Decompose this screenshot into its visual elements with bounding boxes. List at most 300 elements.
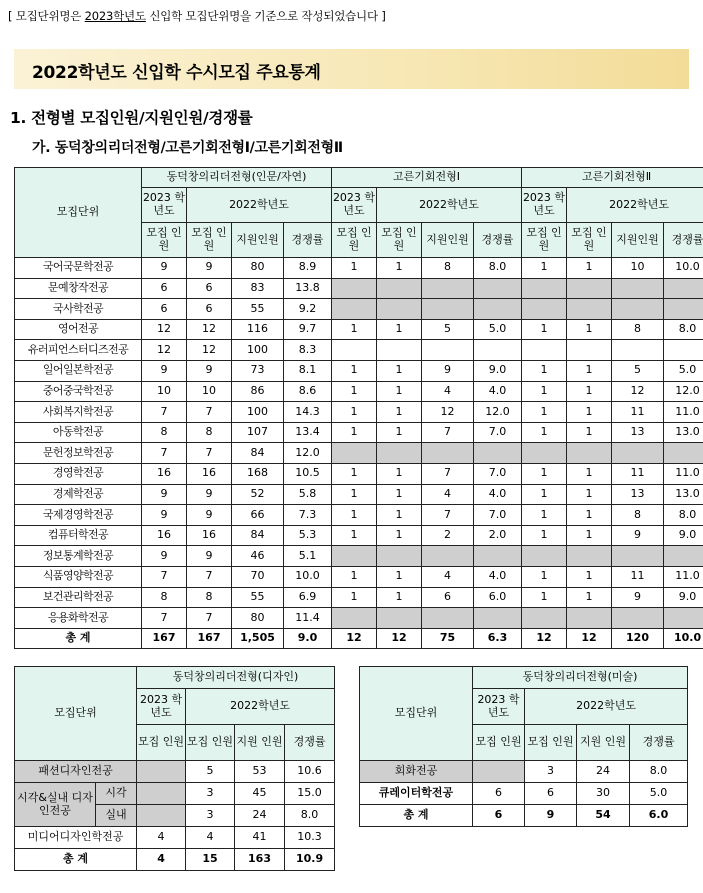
table-row bbox=[15, 566, 703, 587]
total-row bbox=[15, 628, 703, 649]
cell-recruit: 9 bbox=[187, 546, 232, 567]
total-rate: 6.3 bbox=[474, 628, 522, 649]
cell-rate: 5.3 bbox=[284, 525, 332, 546]
col-rate-header: 경쟁률 bbox=[664, 223, 703, 258]
cell-recruit: 1 bbox=[567, 463, 612, 484]
cell-rate: 12.0 bbox=[664, 381, 703, 402]
main-stats-table bbox=[14, 167, 703, 649]
cell-2023-recruit: 9 bbox=[142, 505, 187, 526]
cell-apply: 168 bbox=[232, 463, 284, 484]
cell-apply: 100 bbox=[232, 340, 284, 361]
cell-recruit: 6 bbox=[525, 783, 577, 805]
cell-2023-recruit: 1 bbox=[332, 319, 377, 340]
cell-recruit: 1 bbox=[377, 402, 422, 423]
cell-recruit: 12 bbox=[187, 340, 232, 361]
cell-rate: 5.8 bbox=[284, 484, 332, 505]
art-stats-body bbox=[360, 761, 688, 827]
empty-cell bbox=[377, 608, 422, 629]
cell-apply: 116 bbox=[232, 319, 284, 340]
cell-recruit: 9 bbox=[187, 360, 232, 381]
unit-name: 미디어디자인학전공 bbox=[15, 827, 137, 849]
cell-recruit: 1 bbox=[377, 319, 422, 340]
empty-cell bbox=[422, 546, 474, 567]
cell-recruit: 1 bbox=[567, 505, 612, 526]
empty-cell bbox=[422, 443, 474, 464]
art-stats-table bbox=[359, 666, 688, 827]
empty-cell bbox=[474, 443, 522, 464]
cell-2023-recruit: 1 bbox=[332, 422, 377, 443]
empty-cell bbox=[612, 443, 664, 464]
unit-name: 응용화학전공 bbox=[15, 608, 142, 629]
cell-2023-recruit: 9 bbox=[142, 360, 187, 381]
table-row bbox=[15, 761, 335, 783]
empty-cell bbox=[332, 608, 377, 629]
col-recruit-header: 모집 인원 bbox=[473, 725, 525, 761]
cell-recruit: 6 bbox=[187, 299, 232, 320]
design-stats-table bbox=[14, 666, 335, 871]
cell-rate: 9.7 bbox=[284, 319, 332, 340]
cell-rate: 15.0 bbox=[285, 783, 335, 805]
cell-recruit: 1 bbox=[567, 402, 612, 423]
cell-recruit: 1 bbox=[377, 566, 422, 587]
cell-2023-recruit: 1 bbox=[522, 381, 567, 402]
cell-recruit: 1 bbox=[567, 566, 612, 587]
empty-cell bbox=[522, 299, 567, 320]
empty-cell bbox=[664, 299, 703, 320]
cell-recruit: 1 bbox=[377, 463, 422, 484]
unit-name: 영어전공 bbox=[15, 319, 142, 340]
cell-2023-recruit: 6 bbox=[473, 783, 525, 805]
cell-rate: 10.6 bbox=[285, 761, 335, 783]
cell-recruit: 1 bbox=[567, 422, 612, 443]
cell-recruit: 7 bbox=[187, 566, 232, 587]
cell-2023-recruit: 16 bbox=[142, 525, 187, 546]
cell-rate: 11.0 bbox=[664, 463, 703, 484]
cell-2023-recruit: 1 bbox=[332, 258, 377, 279]
empty-cell bbox=[612, 608, 664, 629]
col-recruit-header: 모집 인원 bbox=[187, 223, 232, 258]
cell-recruit: 1 bbox=[377, 525, 422, 546]
section-heading: 1. 전형별 모집인원/지원인원/경쟁률 bbox=[10, 109, 253, 127]
table-row bbox=[360, 783, 688, 805]
cell-recruit: 8 bbox=[187, 587, 232, 608]
cell-rate: 13.0 bbox=[664, 422, 703, 443]
total-apply: 1,505 bbox=[232, 628, 284, 649]
cell-rate: 10.5 bbox=[284, 463, 332, 484]
unit-name: 문예창작전공 bbox=[15, 278, 142, 299]
cell-apply: 30 bbox=[577, 783, 630, 805]
total-row bbox=[360, 805, 688, 827]
total-2023-recruit: 12 bbox=[332, 628, 377, 649]
unit-name: 큐레이터학전공 bbox=[360, 783, 473, 805]
unit-group-name: 시각&실내 디자인전공 bbox=[15, 783, 96, 827]
notice-underlined: 2023학년도 bbox=[84, 9, 146, 23]
cell-apply: 24 bbox=[235, 805, 285, 827]
empty-cell bbox=[522, 278, 567, 299]
cell-rate: 12.0 bbox=[474, 402, 522, 423]
cell-recruit: 16 bbox=[187, 463, 232, 484]
col-recruit-header: 모집 인원 bbox=[186, 725, 235, 761]
empty-cell bbox=[332, 443, 377, 464]
cell-2023-recruit: 7 bbox=[142, 443, 187, 464]
cell-recruit: 5 bbox=[186, 761, 235, 783]
cell-rate: 8.1 bbox=[284, 360, 332, 381]
table-row bbox=[15, 258, 703, 279]
cell-rate: 10.0 bbox=[284, 566, 332, 587]
unit-name: 사회복지학전공 bbox=[15, 402, 142, 423]
year-2022-header: 2022학년도 bbox=[186, 689, 335, 725]
cell-2023-recruit: 7 bbox=[142, 566, 187, 587]
col-rate-header: 경쟁률 bbox=[474, 223, 522, 258]
cell-2023-recruit: 16 bbox=[142, 463, 187, 484]
unit-name: 보건관리학전공 bbox=[15, 587, 142, 608]
unit-name: 식품영양학전공 bbox=[15, 566, 142, 587]
cell-2023-recruit bbox=[137, 805, 186, 827]
empty-cell bbox=[664, 546, 703, 567]
cell-recruit bbox=[377, 340, 422, 361]
total-label: 총 계 bbox=[15, 628, 142, 649]
cell-apply: 55 bbox=[232, 299, 284, 320]
unit-name: 경제학전공 bbox=[15, 484, 142, 505]
year-2023-header: 2023 학년도 bbox=[142, 188, 187, 223]
cell-apply: 4 bbox=[422, 484, 474, 505]
cell-rate: 8.0 bbox=[664, 505, 703, 526]
cell-2023-recruit bbox=[522, 340, 567, 361]
cell-recruit: 1 bbox=[567, 525, 612, 546]
cell-2023-recruit: 1 bbox=[332, 463, 377, 484]
unit-sub-name: 시각 bbox=[96, 783, 137, 805]
cell-apply: 66 bbox=[232, 505, 284, 526]
cell-recruit: 1 bbox=[567, 319, 612, 340]
year-2023-header: 2023 학년도 bbox=[332, 188, 377, 223]
cell-recruit: 3 bbox=[186, 783, 235, 805]
total-apply: 75 bbox=[422, 628, 474, 649]
cell-rate: 11.4 bbox=[284, 608, 332, 629]
cell-rate: 13.8 bbox=[284, 278, 332, 299]
cell-apply: 52 bbox=[232, 484, 284, 505]
empty-cell bbox=[612, 278, 664, 299]
cell-apply: 7 bbox=[422, 505, 474, 526]
cell-2023-recruit: 9 bbox=[142, 546, 187, 567]
unit-name: 문헌정보학전공 bbox=[15, 443, 142, 464]
cell-rate: 14.3 bbox=[284, 402, 332, 423]
total-2023-recruit: 4 bbox=[137, 849, 186, 871]
notice-text bbox=[8, 8, 386, 24]
cell-apply bbox=[422, 340, 474, 361]
cell-rate: 5.1 bbox=[284, 546, 332, 567]
cell-2023-recruit: 8 bbox=[142, 587, 187, 608]
cell-recruit: 12 bbox=[187, 319, 232, 340]
table-row bbox=[15, 402, 703, 423]
cell-rate: 2.0 bbox=[474, 525, 522, 546]
cell-rate: 6.0 bbox=[474, 587, 522, 608]
cell-recruit: 7 bbox=[187, 608, 232, 629]
empty-cell bbox=[567, 299, 612, 320]
total-label: 총 계 bbox=[15, 849, 137, 871]
cell-2023-recruit bbox=[473, 761, 525, 783]
unit-name: 국제경영학전공 bbox=[15, 505, 142, 526]
cell-apply: 7 bbox=[422, 422, 474, 443]
cell-rate: 7.3 bbox=[284, 505, 332, 526]
cell-apply: 13 bbox=[612, 422, 664, 443]
unit-sub-name: 실내 bbox=[96, 805, 137, 827]
empty-cell bbox=[377, 443, 422, 464]
cell-rate: 10.3 bbox=[285, 827, 335, 849]
cell-2023-recruit: 1 bbox=[332, 505, 377, 526]
cell-rate: 5.0 bbox=[664, 360, 703, 381]
cell-recruit: 1 bbox=[377, 484, 422, 505]
cell-recruit: 1 bbox=[377, 505, 422, 526]
empty-cell bbox=[664, 443, 703, 464]
cell-2023-recruit bbox=[137, 761, 186, 783]
cell-apply: 11 bbox=[612, 402, 664, 423]
cell-recruit: 9 bbox=[187, 258, 232, 279]
cell-2023-recruit bbox=[332, 340, 377, 361]
unit-name: 회화전공 bbox=[360, 761, 473, 783]
cell-recruit: 1 bbox=[377, 258, 422, 279]
cell-apply: 55 bbox=[232, 587, 284, 608]
unit-name: 경영학전공 bbox=[15, 463, 142, 484]
col-recruit-header: 모집 인원 bbox=[525, 725, 577, 761]
cell-2023-recruit: 1 bbox=[522, 319, 567, 340]
cell-rate: 10.0 bbox=[664, 258, 703, 279]
cell-rate: 4.0 bbox=[474, 381, 522, 402]
cell-rate bbox=[474, 340, 522, 361]
cell-rate: 9.0 bbox=[474, 360, 522, 381]
total-2023-recruit: 6 bbox=[473, 805, 525, 827]
cell-recruit: 7 bbox=[187, 443, 232, 464]
cell-recruit: 8 bbox=[187, 422, 232, 443]
cell-apply: 13 bbox=[612, 484, 664, 505]
total-rate: 6.0 bbox=[630, 805, 688, 827]
cell-recruit: 1 bbox=[377, 360, 422, 381]
cell-recruit: 1 bbox=[377, 381, 422, 402]
cell-rate: 8.6 bbox=[284, 381, 332, 402]
empty-cell bbox=[332, 546, 377, 567]
group-header-equal-opportunity-1: 고른기회전형Ⅰ bbox=[332, 168, 522, 188]
notice-suffix: 신입학 모집단위명을 기준으로 작성되었습니다 ] bbox=[145, 9, 386, 23]
empty-cell bbox=[567, 278, 612, 299]
cell-2023-recruit: 8 bbox=[142, 422, 187, 443]
col-apply-header: 지원인원 bbox=[422, 223, 474, 258]
col-recruit-header: 모집 인원 bbox=[137, 725, 186, 761]
total-apply: 163 bbox=[235, 849, 285, 871]
unit-name: 중어중국학전공 bbox=[15, 381, 142, 402]
unit-header: 모집단위 bbox=[15, 168, 142, 258]
cell-2023-recruit: 10 bbox=[142, 381, 187, 402]
cell-apply: 5 bbox=[422, 319, 474, 340]
cell-apply: 9 bbox=[612, 525, 664, 546]
cell-2023-recruit: 7 bbox=[142, 608, 187, 629]
unit-header: 모집단위 bbox=[15, 667, 137, 761]
cell-recruit: 16 bbox=[187, 525, 232, 546]
cell-recruit: 9 bbox=[187, 505, 232, 526]
empty-cell bbox=[522, 608, 567, 629]
empty-cell bbox=[422, 299, 474, 320]
table-row bbox=[15, 546, 703, 567]
cell-apply: 12 bbox=[612, 381, 664, 402]
table-row bbox=[15, 505, 703, 526]
unit-name: 정보통계학전공 bbox=[15, 546, 142, 567]
cell-2023-recruit: 1 bbox=[332, 587, 377, 608]
cell-recruit: 3 bbox=[186, 805, 235, 827]
cell-2023-recruit: 1 bbox=[332, 525, 377, 546]
cell-apply: 7 bbox=[422, 463, 474, 484]
cell-apply: 8 bbox=[422, 258, 474, 279]
table-row bbox=[15, 422, 703, 443]
empty-cell bbox=[522, 546, 567, 567]
cell-apply: 80 bbox=[232, 258, 284, 279]
total-2023-recruit: 12 bbox=[522, 628, 567, 649]
cell-apply: 11 bbox=[612, 463, 664, 484]
total-recruit: 12 bbox=[567, 628, 612, 649]
unit-name: 국사학전공 bbox=[15, 299, 142, 320]
cell-2023-recruit bbox=[137, 783, 186, 805]
cell-apply: 9 bbox=[422, 360, 474, 381]
cell-apply: 8 bbox=[612, 505, 664, 526]
cell-2023-recruit: 1 bbox=[522, 587, 567, 608]
table-row bbox=[15, 827, 335, 849]
cell-apply: 8 bbox=[612, 319, 664, 340]
cell-2023-recruit: 12 bbox=[142, 319, 187, 340]
cell-recruit: 3 bbox=[525, 761, 577, 783]
cell-apply: 45 bbox=[235, 783, 285, 805]
page-title: 2022학년도 신입학 수시모집 주요통계 bbox=[32, 63, 321, 83]
design-stats-body bbox=[15, 761, 335, 871]
cell-2023-recruit: 1 bbox=[522, 484, 567, 505]
empty-cell bbox=[332, 278, 377, 299]
cell-2023-recruit: 1 bbox=[522, 566, 567, 587]
group-header-art: 동덕창의리더전형(미술) bbox=[473, 667, 688, 689]
cell-rate: 8.0 bbox=[474, 258, 522, 279]
cell-apply: 2 bbox=[422, 525, 474, 546]
col-recruit-header: 모집 인원 bbox=[522, 223, 567, 258]
total-recruit: 15 bbox=[186, 849, 235, 871]
group-header-design: 동덕창의리더전형(디자인) bbox=[137, 667, 335, 689]
total-rate: 10.9 bbox=[285, 849, 335, 871]
cell-2023-recruit: 12 bbox=[142, 340, 187, 361]
cell-2023-recruit: 1 bbox=[332, 360, 377, 381]
table-row bbox=[15, 443, 703, 464]
unit-name: 국어국문학전공 bbox=[15, 258, 142, 279]
subsection-heading: 가. 동덕창의리더전형/고른기회전형Ⅰ/고른기회전형Ⅱ bbox=[32, 140, 343, 156]
table-row bbox=[15, 319, 703, 340]
total-rate: 9.0 bbox=[284, 628, 332, 649]
cell-apply: 86 bbox=[232, 381, 284, 402]
empty-cell bbox=[422, 608, 474, 629]
cell-recruit: 7 bbox=[187, 402, 232, 423]
cell-rate: 11.0 bbox=[664, 402, 703, 423]
cell-recruit: 1 bbox=[567, 360, 612, 381]
cell-apply: 41 bbox=[235, 827, 285, 849]
unit-name: 유러피언스터디즈전공 bbox=[15, 340, 142, 361]
empty-cell bbox=[612, 299, 664, 320]
cell-rate: 11.0 bbox=[664, 566, 703, 587]
table-row bbox=[360, 761, 688, 783]
cell-apply: 100 bbox=[232, 402, 284, 423]
cell-apply: 11 bbox=[612, 566, 664, 587]
year-2022-header: 2022학년도 bbox=[525, 689, 688, 725]
col-rate-header: 경쟁률 bbox=[285, 725, 335, 761]
unit-header: 모집단위 bbox=[360, 667, 473, 761]
col-apply-header: 지원 인원 bbox=[577, 725, 630, 761]
cell-rate bbox=[664, 340, 703, 361]
cell-rate: 13.0 bbox=[664, 484, 703, 505]
col-rate-header: 경쟁률 bbox=[630, 725, 688, 761]
cell-recruit bbox=[567, 340, 612, 361]
group-header-creative-leader: 동덕창의리더전형(인문/자연) bbox=[142, 168, 332, 188]
cell-rate: 5.0 bbox=[474, 319, 522, 340]
table-row bbox=[15, 484, 703, 505]
total-2023-recruit: 167 bbox=[142, 628, 187, 649]
col-recruit-header: 모집 인원 bbox=[332, 223, 377, 258]
cell-2023-recruit: 6 bbox=[142, 278, 187, 299]
cell-apply: 4 bbox=[422, 381, 474, 402]
cell-apply: 107 bbox=[232, 422, 284, 443]
empty-cell bbox=[377, 299, 422, 320]
year-2023-header: 2023 학년도 bbox=[137, 689, 186, 725]
empty-cell bbox=[332, 299, 377, 320]
total-recruit: 9 bbox=[525, 805, 577, 827]
cell-2023-recruit: 4 bbox=[137, 827, 186, 849]
table-row bbox=[15, 340, 703, 361]
empty-cell bbox=[664, 278, 703, 299]
empty-cell bbox=[474, 608, 522, 629]
cell-rate: 8.0 bbox=[630, 761, 688, 783]
cell-rate: 8.0 bbox=[664, 319, 703, 340]
cell-recruit: 1 bbox=[567, 258, 612, 279]
table-row bbox=[15, 381, 703, 402]
unit-name: 패션디자인전공 bbox=[15, 761, 137, 783]
empty-cell bbox=[567, 608, 612, 629]
cell-recruit: 6 bbox=[187, 278, 232, 299]
unit-name: 아동학전공 bbox=[15, 422, 142, 443]
empty-cell bbox=[522, 443, 567, 464]
cell-rate: 9.0 bbox=[664, 587, 703, 608]
table-row bbox=[15, 783, 335, 805]
cell-recruit: 1 bbox=[567, 381, 612, 402]
cell-2023-recruit: 1 bbox=[332, 484, 377, 505]
cell-rate: 5.0 bbox=[630, 783, 688, 805]
cell-2023-recruit: 1 bbox=[522, 422, 567, 443]
cell-rate: 4.0 bbox=[474, 484, 522, 505]
year-2022-header: 2022학년도 bbox=[187, 188, 332, 223]
col-recruit-header: 모집 인원 bbox=[377, 223, 422, 258]
cell-2023-recruit: 1 bbox=[522, 505, 567, 526]
table-row bbox=[15, 299, 703, 320]
cell-recruit: 10 bbox=[187, 381, 232, 402]
cell-2023-recruit: 1 bbox=[332, 381, 377, 402]
cell-recruit: 1 bbox=[567, 587, 612, 608]
cell-apply: 46 bbox=[232, 546, 284, 567]
empty-cell bbox=[474, 278, 522, 299]
cell-2023-recruit: 1 bbox=[522, 463, 567, 484]
cell-apply: 10 bbox=[612, 258, 664, 279]
cell-apply: 9 bbox=[612, 587, 664, 608]
total-apply: 54 bbox=[577, 805, 630, 827]
table-row bbox=[15, 587, 703, 608]
cell-2023-recruit: 1 bbox=[332, 566, 377, 587]
cell-apply: 83 bbox=[232, 278, 284, 299]
total-row bbox=[15, 849, 335, 871]
cell-rate: 4.0 bbox=[474, 566, 522, 587]
cell-rate: 6.9 bbox=[284, 587, 332, 608]
empty-cell bbox=[567, 546, 612, 567]
cell-rate: 12.0 bbox=[284, 443, 332, 464]
cell-2023-recruit: 1 bbox=[522, 402, 567, 423]
empty-cell bbox=[474, 546, 522, 567]
cell-apply: 84 bbox=[232, 525, 284, 546]
